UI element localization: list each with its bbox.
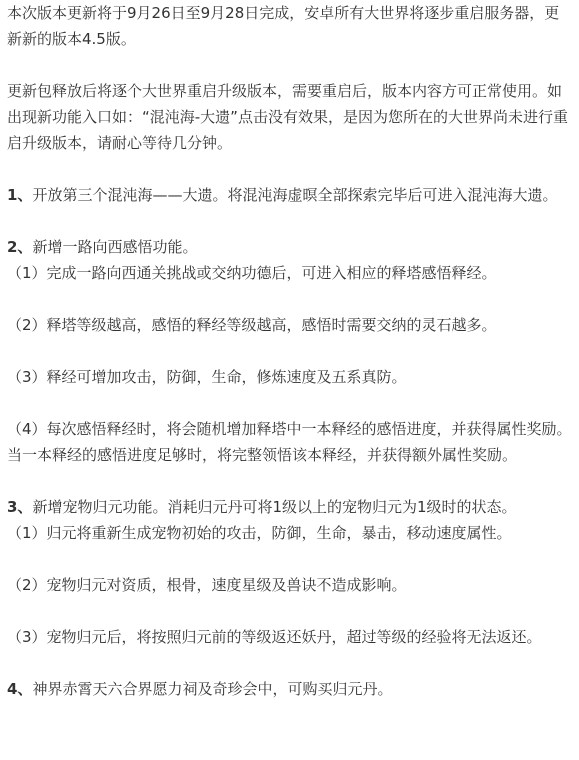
intro-paragraph-2: 更新包释放后将逐个大世界重启升级版本，需要重启后，版本内容方可正常使用。如出现新功能入口如：“混沌海-大遗”点击没有效果，是因为您所在的大世界尚未进行重启升级版本，请耐心等待几分钟。 (7, 82, 568, 152)
spacer (7, 52, 572, 78)
item-title: 开放第三个混沌海——大遗。将混沌海虚暝全部探索完毕后可进入混沌海大遗。 (32, 186, 558, 204)
item-3 (7, 494, 572, 520)
spacer (7, 546, 572, 572)
item-title: 新增宠物归元功能。消耗归元丹可将1级以上的宠物归元为1级时的状态。 (32, 498, 517, 516)
item-title: 神界赤霄天六合界愿力祠及奇珍会中，可购买归元丹。 (32, 680, 393, 698)
spacer (7, 598, 572, 624)
item-number: 4、 (7, 680, 33, 698)
item-2-sub-2: （2）释塔等级越高，感悟的释经等级越高，感悟时需要交纳的灵石越多。 (7, 316, 497, 334)
item-4 (7, 676, 572, 702)
item-3-sub-3: （3）宠物归元后，将按照归元前的等级返还妖丹，超过等级的经验将无法返还。 (7, 628, 542, 646)
spacer (7, 650, 572, 676)
item-2-sub-4: （4）每次感悟释经时，将会随机增加释塔中一本释经的感悟进度，并获得属性奖励。当一本释经的感悟进度足够时，将完整领悟该本释经，并获得额外属性奖励。 (7, 420, 572, 464)
item-2-sub-1: （1）完成一路向西通关挑战或交纳功德后，可进入相应的释塔感悟释经。 (7, 264, 497, 282)
item-number: 2、 (7, 238, 33, 256)
item-3-sub-1: （1）归元将重新生成宠物初始的攻击，防御，生命，暴击，移动速度属性。 (7, 524, 512, 542)
item-3-sub-2: （2）宠物归元对资质，根骨，速度星级及兽诀不造成影响。 (7, 576, 407, 594)
spacer (7, 286, 572, 312)
item-1 (7, 182, 572, 208)
intro-paragraph-1: 本次版本更新将于9月26日至9月28日完成，安卓所有大世界将逐步重启服务器，更新新的版本4.5版。 (7, 4, 560, 48)
spacer (7, 390, 572, 416)
item-2 (7, 234, 572, 260)
spacer (7, 338, 572, 364)
spacer (7, 468, 572, 494)
item-number: 3、 (7, 498, 33, 516)
spacer (7, 156, 572, 182)
item-2-sub-3: （3）释经可增加攻击，防御，生命，修炼速度及五系真防。 (7, 368, 407, 386)
item-title: 新增一路向西感悟功能。 (32, 238, 198, 256)
item-number: 1、 (7, 186, 33, 204)
spacer (7, 208, 572, 234)
